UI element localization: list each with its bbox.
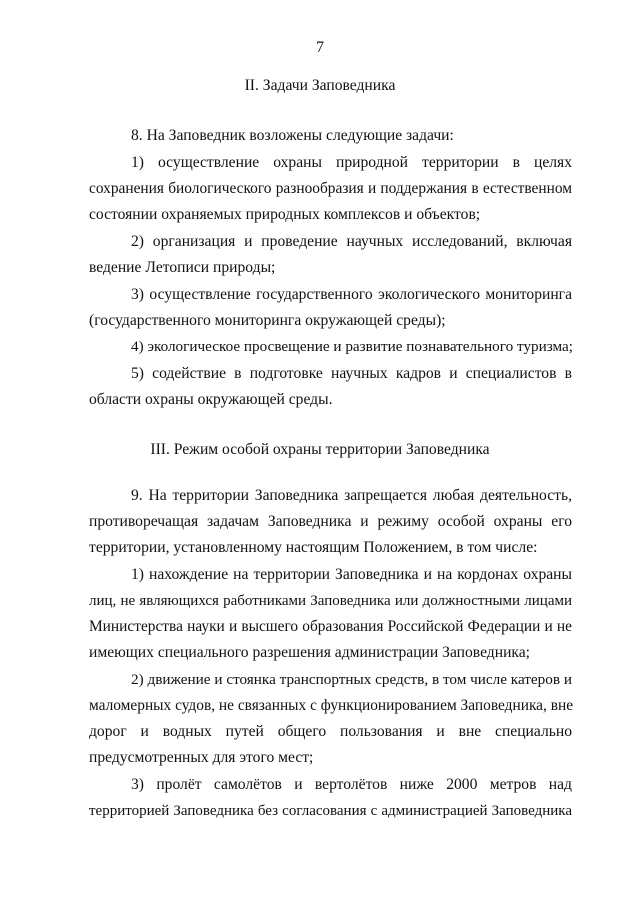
- paragraph-line: 1) осуществление охраны природной территории в целях: [131, 154, 572, 171]
- paragraph-line: сохранения биологического разнообразия и поддержания в естественном: [89, 180, 572, 197]
- paragraph-line: лиц, не являющихся работниками Заповедника или должностными лицами: [89, 593, 572, 609]
- paragraph-line: дорог и водных путей общего пользования и вне специально: [89, 723, 572, 740]
- section-heading-regime: III. Режим особой охраны территории Заповедника: [150, 441, 490, 458]
- paragraph-line: территории, установленному настоящим Положением, в том числе:: [89, 539, 538, 556]
- paragraph-line: 1) нахождение на территории Заповедника и на кордонах охраны: [131, 566, 572, 583]
- paragraph-line: ведение Летописи природы;: [89, 259, 276, 276]
- paragraph-line: 2) движение и стоянка транспортных средств, в том числе катеров и: [131, 671, 572, 688]
- paragraph-line: 2) организация и проведение научных исследований, включая: [131, 233, 572, 250]
- paragraph-line: 4) экологическое просвещение и развитие познавательного туризма;: [131, 338, 574, 355]
- paragraph-line: 8. На Заповедник возложены следующие задачи:: [131, 127, 454, 144]
- paragraph-line: маломерных судов, не связанных с функционированием Заповедника, вне: [89, 697, 574, 714]
- paragraph-line: Министерства науки и высшего образования Российской Федерации и не: [89, 618, 572, 635]
- page-number: 7: [316, 39, 324, 56]
- paragraph-line: имеющих специального разрешения администрации Заповедника;: [89, 644, 531, 661]
- paragraph-line: 3) осуществление государственного экологического мониторинга: [131, 286, 572, 303]
- paragraph-line: 3) пролёт самолётов и вертолётов ниже 2000 метров над: [131, 776, 572, 793]
- paragraph-line: области охраны окружающей среды.: [89, 391, 333, 408]
- section-heading-tasks: II. Задачи Заповедника: [244, 77, 396, 94]
- paragraph-line: противоречащая задачам Заповедника и режиму особой охраны его: [89, 513, 572, 530]
- paragraph-line: предусмотренных для этого мест;: [89, 749, 314, 766]
- paragraph-line: (государственного мониторинга окружающей среды);: [89, 312, 446, 329]
- paragraph-line: 9. На территории Заповедника запрещается любая деятельность,: [131, 487, 572, 504]
- paragraph-line: территорией Заповедника без согласования с администрацией Заповедника: [89, 803, 572, 819]
- paragraph-line: 5) содействие в подготовке научных кадров и специалистов в: [131, 365, 572, 382]
- paragraph-line: состоянии охраняемых природных комплексов и объектов;: [89, 206, 481, 223]
